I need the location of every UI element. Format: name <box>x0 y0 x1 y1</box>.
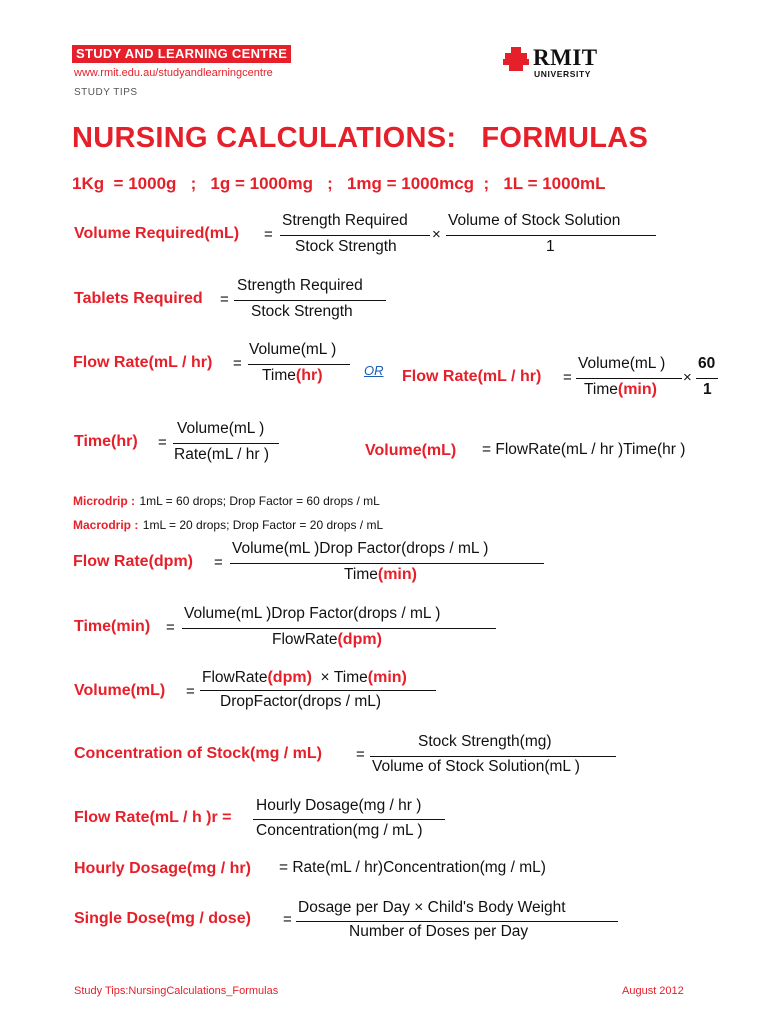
rmit-pixel-mark-icon <box>503 47 529 73</box>
tablets-required-den: Stock Strength <box>251 303 353 320</box>
flow-rate-min-den2: 1 <box>703 381 712 398</box>
fraction-bar <box>696 378 718 379</box>
equals-sign: = <box>220 291 229 308</box>
header-url[interactable]: www.rmit.edu.au/studyandlearningcentre <box>74 67 273 79</box>
flow-rate-hr-den: Time(hr) <box>262 367 323 384</box>
equals-sign: = <box>563 369 572 386</box>
hourly-dosage-rhs: = Rate(mL / hr)Concentration(mg / mL) <box>279 859 546 876</box>
flow-rate-dpm-den: Time(min) <box>344 566 417 583</box>
volume-required-num1: Strength Required <box>282 212 408 229</box>
flow-rate-min-label: Flow Rate(mL / hr) <box>402 368 542 385</box>
microdrip-line: Microdrip : 1mL = 60 drops; Drop Factor = 60 drops / mL <box>73 494 380 508</box>
tablets-required-label: Tablets Required <box>74 290 203 307</box>
fraction-bar <box>296 921 618 922</box>
fraction-bar <box>253 819 445 820</box>
volume-required-den2: 1 <box>546 238 555 255</box>
time-min-den: FlowRate(dpm) <box>272 631 382 648</box>
fraction-bar <box>230 563 544 564</box>
fraction-bar <box>248 364 350 365</box>
volume-required-num2: Volume of Stock Solution <box>448 212 621 229</box>
equals-sign: = <box>283 911 292 928</box>
fraction-bar <box>173 443 279 444</box>
or-link[interactable]: OR <box>364 363 384 378</box>
macrodrip-line: Macrodrip : 1mL = 20 drops; Drop Factor = 20 drops / mL <box>73 518 384 532</box>
volume-ml-rhs: = FlowRate(mL / hr )Time(hr ) <box>482 441 686 458</box>
volume-ml-label: Volume(mL) <box>365 442 457 459</box>
time-hr-den: Rate(mL / hr ) <box>174 446 270 463</box>
concentration-den: Volume of Stock Solution(mL ) <box>372 758 580 775</box>
times-sign: × <box>432 226 441 243</box>
flow-rate-min-den: Time(min) <box>584 381 657 398</box>
page-title: NURSING CALCULATIONS: FORMULAS <box>72 122 649 154</box>
flow-rate-min-num: Volume(mL ) <box>578 355 666 372</box>
flow-rate-dpm-num: Volume(mL )Drop Factor(drops / mL ) <box>232 540 489 557</box>
flow-rate-hr-label: Flow Rate(mL / hr) <box>73 354 213 371</box>
fraction-bar <box>446 235 656 236</box>
flow-rate-mlh-num: Hourly Dosage(mg / hr ) <box>256 797 422 814</box>
single-dose-num: Dosage per Day × Child's Body Weight <box>298 899 566 916</box>
equals-sign: = <box>166 619 175 636</box>
times-sign: × <box>683 369 692 386</box>
single-dose-den: Number of Doses per Day <box>349 923 529 940</box>
volume-required-den1: Stock Strength <box>295 238 397 255</box>
fraction-bar <box>182 628 496 629</box>
fraction-bar <box>280 235 430 236</box>
equals-sign: = <box>233 355 242 372</box>
equals-sign: = <box>264 226 273 243</box>
volume-ml-2-label: Volume(mL) <box>74 682 166 699</box>
fraction-bar <box>234 300 386 301</box>
equals-sign: = <box>356 746 365 763</box>
logo-name: RMIT <box>533 45 598 70</box>
concentration-num: Stock Strength(mg) <box>418 733 552 750</box>
logo-sub: UNIVERSITY <box>534 69 592 79</box>
flow-rate-mlh-label: Flow Rate(mL / h )r = <box>74 809 232 826</box>
equals-sign: = <box>214 554 223 571</box>
fraction-bar <box>200 690 436 691</box>
unit-conversions: 1Kg = 1000g ; 1g = 1000mg ; 1mg = 1000mcg ; 1L = 1000mL <box>72 174 606 193</box>
footer-left: Study Tips:NursingCalculations_Formulas <box>74 985 279 997</box>
time-min-num: Volume(mL )Drop Factor(drops / mL ) <box>184 605 441 622</box>
tablets-required-num: Strength Required <box>237 277 363 294</box>
fraction-bar <box>370 756 616 757</box>
time-hr-num: Volume(mL ) <box>177 420 265 437</box>
volume-required-label: Volume Required(mL) <box>74 225 240 242</box>
volume-ml-2-den: DropFactor(drops / mL) <box>220 693 382 710</box>
flow-rate-min-num2: 60 <box>698 355 716 372</box>
hourly-dosage-label: Hourly Dosage(mg / hr) <box>74 860 251 877</box>
header-band: STUDY AND LEARNING CENTRE <box>72 45 291 63</box>
equals-sign: = <box>158 434 167 451</box>
footer-date: August 2012 <box>622 985 684 997</box>
flow-rate-mlh-den: Concentration(mg / mL ) <box>256 822 423 839</box>
fraction-bar <box>576 378 682 379</box>
volume-ml-2-num: FlowRate(dpm) × Time(min) <box>202 669 407 686</box>
concentration-label: Concentration of Stock(mg / mL) <box>74 745 322 762</box>
single-dose-label: Single Dose(mg / dose) <box>74 910 251 927</box>
flow-rate-dpm-label: Flow Rate(dpm) <box>73 553 193 570</box>
flow-rate-hr-num: Volume(mL ) <box>249 341 337 358</box>
time-hr-label: Time(hr) <box>74 433 138 450</box>
header-study-tips: STUDY TIPS <box>74 87 138 98</box>
rmit-logo <box>503 45 613 81</box>
time-min-label: Time(min) <box>74 618 151 635</box>
equals-sign: = <box>186 683 195 700</box>
